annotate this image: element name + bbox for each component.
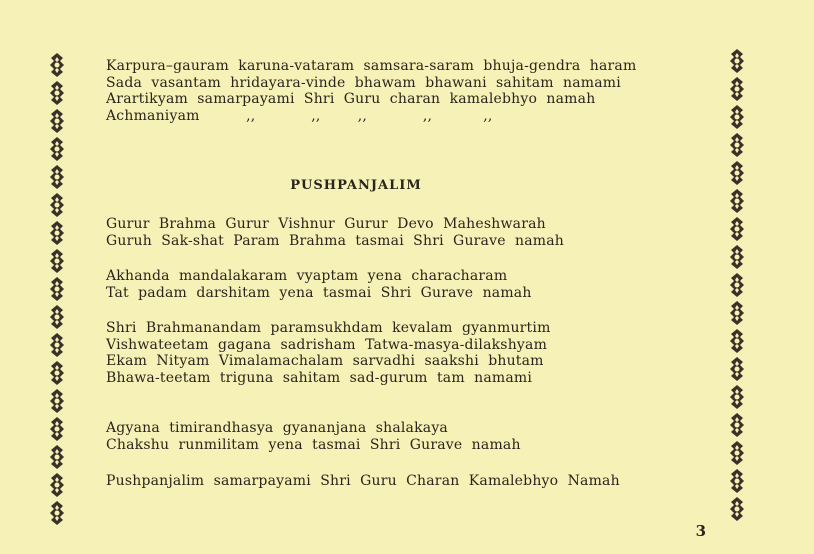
stanza-5 xyxy=(106,473,706,490)
ornament-motif xyxy=(728,76,746,102)
ornament-motif xyxy=(48,52,66,78)
ornament-motif xyxy=(48,276,66,302)
ornament-motif xyxy=(728,440,746,466)
ornament-motif xyxy=(728,328,746,354)
ornament-motif xyxy=(48,416,66,442)
right-ornamental-border xyxy=(724,48,750,548)
ornament-motif xyxy=(48,472,66,498)
verse-line: Gurur Brahma Gurur Vishnur Gurur Devo Maheshwarah xyxy=(106,216,546,232)
ornament-motif xyxy=(48,80,66,106)
ornament-motif xyxy=(48,500,66,526)
stanza-2 xyxy=(106,268,706,301)
ornament-motif xyxy=(728,216,746,242)
ornament-motif xyxy=(728,48,746,74)
verse-line: Pushpanjalim samarpayami Shri Guru Charan Kamalebhyo Namah xyxy=(106,473,620,489)
ornament-motif xyxy=(48,248,66,274)
stanza-4 xyxy=(106,420,706,453)
ornament-motif xyxy=(728,384,746,410)
ornament-motif xyxy=(728,300,746,326)
verse-line: Karpura–gauram karuna-vataram samsara-saram bhuja-gendra haram xyxy=(106,58,637,74)
ornament-motif xyxy=(728,412,746,438)
left-ornamental-border xyxy=(44,52,70,548)
verse-line: Akhanda mandalakaram vyaptam yena characharam xyxy=(106,268,508,284)
verse-line: Sada vasantam hridayara-vinde bhawam bhawani sahitam namami xyxy=(106,74,621,91)
ornament-motif xyxy=(48,444,66,470)
verse-line: Achmaniyam ,, ,, ,, ,, ,, xyxy=(106,107,493,124)
aarti-verse xyxy=(106,58,706,124)
ornament-motif xyxy=(48,108,66,134)
page-number: 3 xyxy=(695,522,706,540)
verse-line: Tat padam darshitam yena tasmai Shri Gurave namah xyxy=(106,284,532,301)
verse-line: Arartikyam samarpayami Shri Guru charan kamalebhyo namah xyxy=(106,91,596,107)
stanza-1 xyxy=(106,216,706,249)
verse-line: Vishwateetam gagana sadrisham Tatwa-masya-dilakshyam xyxy=(106,336,548,353)
ornament-motif xyxy=(728,272,746,298)
verse-line: Guruh Sak-shat Param Brahma tasmai Shri Gurave namah xyxy=(106,232,564,249)
ornament-motif xyxy=(728,244,746,270)
ornament-motif xyxy=(728,188,746,214)
ornament-motif xyxy=(728,160,746,186)
ornament-motif xyxy=(728,104,746,130)
verse-line: Bhawa-teetam triguna sahitam sad-gurum tam namami xyxy=(106,369,533,386)
ornament-motif xyxy=(48,332,66,358)
ornament-motif xyxy=(728,496,746,522)
verse-line: Chakshu runmilitam yena tasmai Shri Gurave namah xyxy=(106,436,521,453)
section-heading: PUSHPANJALIM xyxy=(290,178,422,193)
ornament-motif xyxy=(728,468,746,494)
ornament-motif xyxy=(48,136,66,162)
ornament-motif xyxy=(728,356,746,382)
ornament-motif xyxy=(48,304,66,330)
verse-line: Agyana timirandhasya gyananjana shalakaya xyxy=(106,420,448,436)
verse-line: Shri Brahmanandam paramsukhdam kevalam gyanmurtim xyxy=(106,320,551,336)
ornament-motif xyxy=(48,360,66,386)
ornament-motif xyxy=(48,192,66,218)
verse-line: Ekam Nityam Vimalamachalam sarvadhi saakshi bhutam xyxy=(106,353,544,369)
ornament-motif xyxy=(48,388,66,414)
ornament-motif xyxy=(728,132,746,158)
ornament-motif xyxy=(48,220,66,246)
stanza-3 xyxy=(106,320,706,386)
